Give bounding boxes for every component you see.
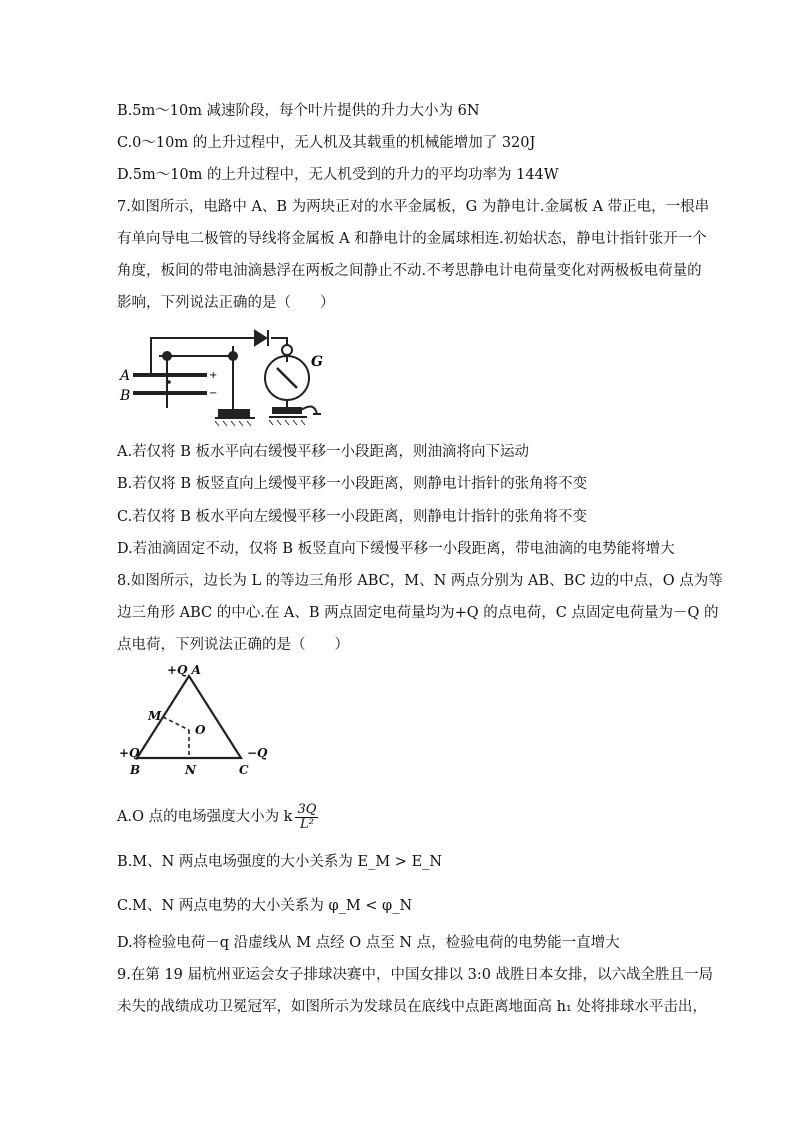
q8-triangle-figure: [115, 660, 275, 778]
plate-a-label: A: [120, 368, 131, 384]
q7-option-a: A.若仅将 B 板水平向右缓慢平移一小段距离，则油滴将向下运动: [117, 444, 529, 460]
plate-b-label: B: [120, 388, 131, 404]
fraction-numerator: 3Q: [297, 801, 317, 817]
q8-option-a: [117, 802, 318, 832]
vertex-b-label: B: [130, 763, 141, 777]
point-n-label: N: [185, 763, 196, 777]
q6-option-d: D.5m～10m 的上升过程中，无人机受到的升力的平均功率为 144W: [117, 167, 559, 183]
q7-option-d: D.若油滴固定不动，仅将 B 板竖直向下缓慢平移一小段距离，带电油滴的电势能将增大: [117, 541, 675, 557]
q8-option-a-fraction: [295, 803, 318, 832]
plate-a-plus-sign: +: [209, 370, 218, 381]
q7-option-b: B.若仅将 B 板竖直向上缓慢平移一小段距离，则静电计指针的张角将不变: [117, 476, 588, 492]
q8-option-b: B.M、N 两点电场强度的大小关系为 E_M > E_N: [117, 854, 443, 870]
q8-stem-line-2: 边三角形 ABC 的中心.在 A、B 两点固定电荷量均为+Q 的点电荷，C 点固定电荷量为－Q 的: [117, 605, 719, 621]
q6-option-c: C.0～10m 的上升过程中，无人机及其载重的机械能增加了 320J: [117, 135, 536, 151]
q8-stem-line-3: 点电荷，下列说法正确的是（ ）: [117, 637, 349, 653]
q7-stem-line-1: 7.如图所示，电路中 A、B 为两块正对的水平金属板，G 为静电计.金属板 A 带正电，一根串: [117, 199, 710, 215]
q6-option-b: B.5m～10m 减速阶段，每个叶片提供的升力大小为 6N: [117, 103, 480, 119]
q7-stem-line-2: 有单向导电二极管的导线将金属板 A 和静电计的金属球相连.初始状态，静电计指针张开一个: [117, 231, 707, 247]
q7-stem-line-4: 影响，下列说法正确的是（ ）: [117, 295, 335, 311]
electroscope-g-label: G: [311, 354, 323, 370]
q7-option-c: C.若仅将 B 板水平向左缓慢平移一小段距离，则静电计指针的张角将不变: [117, 509, 588, 525]
q7-stem-line-3: 角度，板间的带电油滴悬浮在两板之间静止不动.不考思静电计电荷量变化对两极板电荷量的: [117, 263, 702, 279]
q8-option-a-text: A.O 点的电场强度大小为 k: [117, 809, 293, 825]
point-m-label: M: [148, 709, 162, 723]
vertex-b-charge-label: +Q: [119, 746, 140, 760]
q9-stem-line-1: 9.在第 19 届杭州亚运会女子排球决赛中，中国女排以 3:0 战胜日本女排，以六战全胜且一局: [117, 967, 714, 983]
q8-option-c: C.M、N 两点电势的大小关系为 φ_M < φ_N: [117, 898, 413, 914]
vertex-c-label: C: [239, 763, 249, 777]
fraction-denominator: L²: [300, 816, 314, 832]
q8-stem-line-1: 8.如图所示，边长为 L 的等边三角形 ABC，M、N 两点分别为 AB、BC 边的中点，O 点为等: [117, 573, 723, 589]
q7-capacitor-circuit-figure: [115, 318, 345, 430]
vertex-c-charge-label: −Q: [247, 746, 268, 760]
point-o-label: O: [195, 723, 206, 737]
vertex-a-label: +Q A: [167, 663, 201, 677]
oil-drop-icon: [167, 380, 171, 384]
q9-stem-line-2: 未失的战绩成功卫冕冠军，如图所示为发球员在底线中点距离地面高 h₁ 处将排球水平击出，: [117, 999, 707, 1015]
plate-b-minus-sign: −: [209, 388, 218, 399]
q8-option-d: D.将检验电荷－q 沿虚线从 M 点经 O 点至 N 点，检验电荷的电势能一直增大: [117, 935, 620, 951]
